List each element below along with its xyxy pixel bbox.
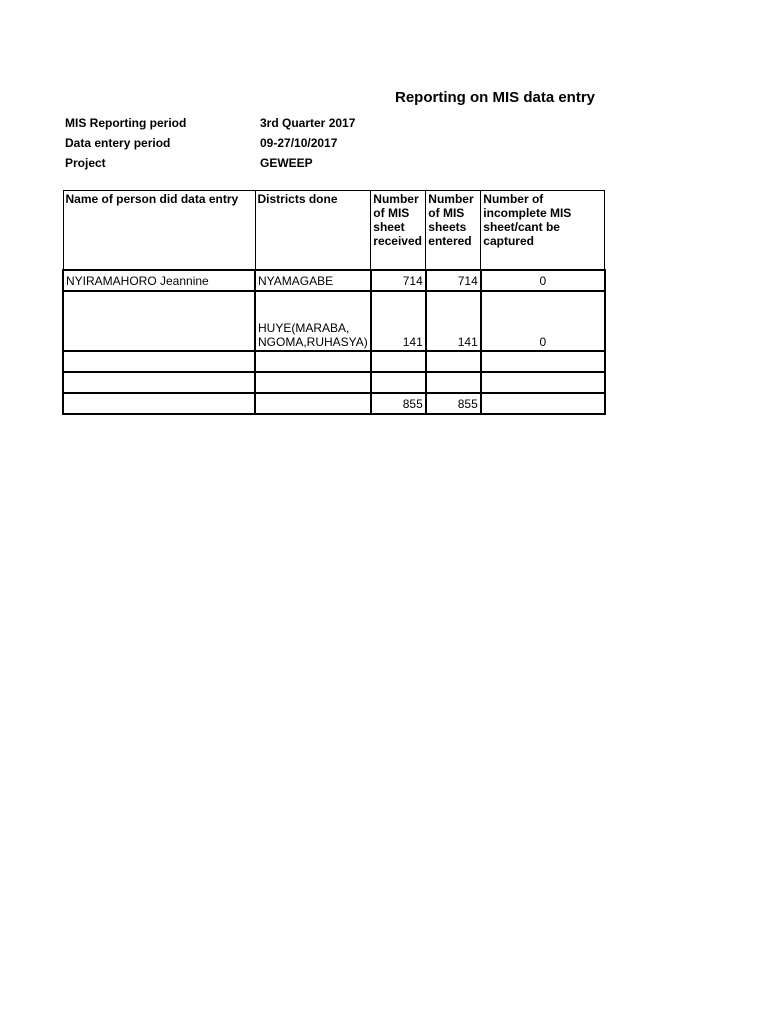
cell-entered: 714 xyxy=(426,270,481,291)
cell-total-received: 855 xyxy=(371,393,426,414)
cell-districts: NYAMAGABE xyxy=(255,270,371,291)
cell-entered xyxy=(426,372,481,393)
cell-incomplete xyxy=(481,351,605,372)
meta-label-reporting-period: MIS Reporting period xyxy=(65,116,187,130)
cell-districts: HUYE(MARABA, NGOMA,RUHASYA) xyxy=(255,291,371,351)
cell-entered: 141 xyxy=(426,291,481,351)
cell-districts xyxy=(255,351,371,372)
cell-incomplete xyxy=(481,393,605,414)
cell-total-entered: 855 xyxy=(426,393,481,414)
header-person: Name of person did data entry xyxy=(63,191,255,271)
table-total-row xyxy=(63,393,605,414)
data-entry-table xyxy=(62,190,606,415)
cell-districts xyxy=(255,372,371,393)
meta-label-project: Project xyxy=(65,156,106,170)
header-sheets-entered: Number of MIS sheets entered xyxy=(426,191,481,271)
cell-incomplete: 0 xyxy=(481,291,605,351)
cell-person: NYIRAMAHORO Jeannine xyxy=(63,270,255,291)
table-row xyxy=(63,291,605,351)
cell-person xyxy=(63,291,255,351)
cell-incomplete: 0 xyxy=(481,270,605,291)
cell-received: 714 xyxy=(371,270,426,291)
cell-incomplete xyxy=(481,372,605,393)
table-header-row xyxy=(63,191,605,271)
table-row xyxy=(63,351,605,372)
cell-entered xyxy=(426,351,481,372)
header-sheets-received: Number of MIS sheet received xyxy=(371,191,426,271)
cell-received xyxy=(371,351,426,372)
cell-received xyxy=(371,372,426,393)
cell-person xyxy=(63,393,255,414)
meta-value-data-entry-period: 09-27/10/2017 xyxy=(260,136,338,150)
header-districts: Districts done xyxy=(255,191,371,271)
cell-person xyxy=(63,351,255,372)
cell-person xyxy=(63,372,255,393)
document-title: Reporting on MIS data entry xyxy=(395,89,596,106)
cell-districts xyxy=(255,393,371,414)
meta-value-project: GEWEEP xyxy=(260,156,313,170)
table-row xyxy=(63,270,605,291)
cell-received: 141 xyxy=(371,291,426,351)
table-row xyxy=(63,372,605,393)
header-incomplete-sheets: Number of incomplete MIS sheet/cant be captured xyxy=(481,191,605,271)
meta-label-data-entry-period: Data entery period xyxy=(65,136,171,150)
meta-value-reporting-period: 3rd Quarter 2017 xyxy=(260,116,356,130)
